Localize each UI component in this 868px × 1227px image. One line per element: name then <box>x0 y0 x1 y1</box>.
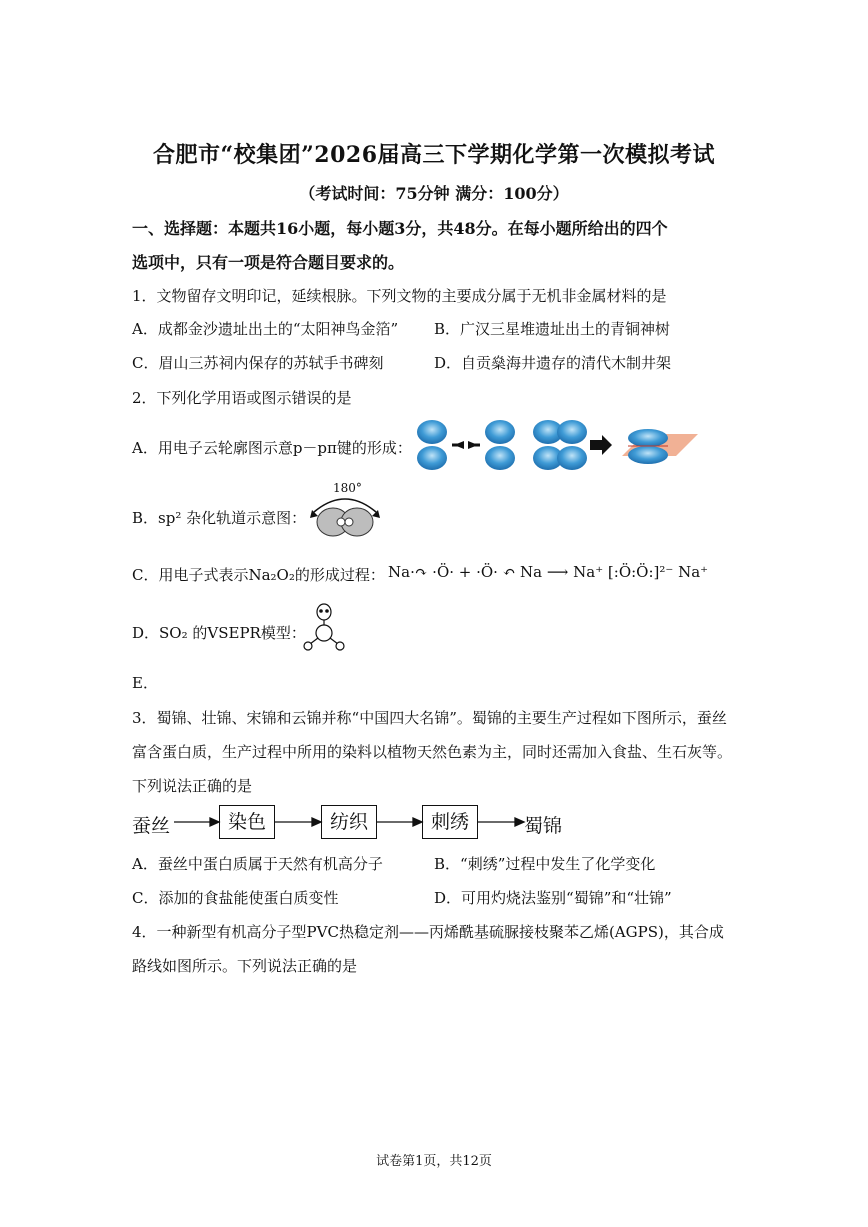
q2-option-e: E． <box>132 674 158 692</box>
sp2-angle-label: 180° <box>333 481 362 495</box>
q1-option-a: A．成都金沙遗址出土的“太阳神鸟金箔” <box>132 320 399 338</box>
q1-option-c: C．眉山三苏祠内保存的苏轼手书碑刻 <box>132 354 384 372</box>
exam-subtitle: （考试时间：75分钟 满分：100分） <box>299 184 569 203</box>
section-heading-line2: 选项中，只有一项是符合题目要求的。 <box>132 253 405 272</box>
q3-option-b: B．“刺绣”过程中发生了化学变化 <box>434 855 656 873</box>
exam-title: 合肥市“校集团”2026届高三下学期化学第一次模拟考试 <box>152 142 716 168</box>
flow-step-dyeing: 染色 <box>219 805 275 839</box>
q3-line3: 下列说法正确的是 <box>132 777 253 795</box>
q3-option-a: A．蚕丝中蛋白质属于天然有机高分子 <box>132 855 383 873</box>
q1-option-d: D．自贡燊海井遗存的清代木制井架 <box>434 354 672 372</box>
page-footer: 试卷第1页，共12页 <box>376 1154 492 1169</box>
q4-line1: 4．一种新型有机高分子型PVC热稳定剂——丙烯酰基硫脲接枝聚苯乙烯(AGPS)，其合成 <box>132 923 724 941</box>
q2-option-d: D．SO₂ 的VSEPR模型： <box>132 624 306 642</box>
q3-option-c: C．添加的食盐能使蛋白质变性 <box>132 889 339 907</box>
flow-step-shu-brocade: 蜀锦 <box>524 815 563 837</box>
q2-option-b: B．sp² 杂化轨道示意图： <box>132 509 307 527</box>
q2-option-a: A．用电子云轮廓图示意p－pπ键的形成： <box>132 439 412 457</box>
q2-stem: 2．下列化学用语或图示错误的是 <box>132 389 352 407</box>
q2-option-c: C．用电子式表示Na₂O₂的形成过程： <box>132 566 385 584</box>
q1-stem: 1．文物留存文明印记，延续根脉。下列文物的主要成分属于无机非金属材料的是 <box>132 287 667 305</box>
flow-step-weaving: 纺织 <box>321 805 377 839</box>
q3-option-d: D．可用灼烧法鉴别“蜀锦”和“壮锦” <box>434 889 672 907</box>
section-heading-line1: 一、选择题：本题共16小题，每小题3分，共48分。在每小题所给出的四个 <box>132 219 668 238</box>
q3-line1: 3．蜀锦、壮锦、宋锦和云锦并称“中国四大名锦”。蜀锦的主要生产过程如下图所示，蚕丝 <box>132 709 727 727</box>
na2o2-electron-formula: Na·↷ ·Ö· + ·Ö· ↶ Na ⟶ Na⁺ [:Ö:Ö:]²⁻ Na⁺ <box>388 563 709 581</box>
q3-line2: 富含蛋白质，生产过程中所用的染料以植物天然色素为主，同时还需加入食盐、生石灰等。 <box>132 743 733 761</box>
q1-option-b: B．广汉三星堆遗址出土的青铜神树 <box>434 320 671 338</box>
flow-step-embroidery: 刺绣 <box>422 805 478 839</box>
q4-line2: 路线如图所示。下列说法正确的是 <box>132 957 358 975</box>
flow-step-silk: 蚕丝 <box>132 815 171 837</box>
